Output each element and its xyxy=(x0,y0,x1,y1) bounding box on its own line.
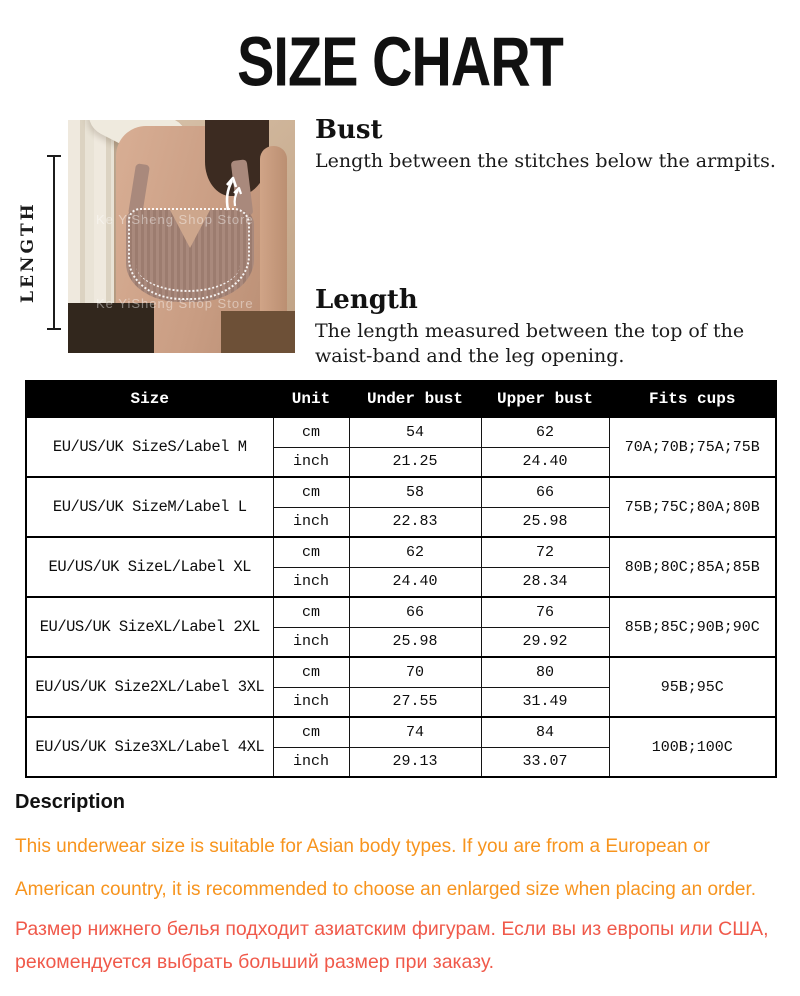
description-en-line2: American country, it is recommended to choose an enlarged size when placing an order. xyxy=(15,879,757,900)
unit-cell: inch xyxy=(273,567,349,597)
under-bust-inch: 24.40 xyxy=(349,567,481,597)
length-text: The length measured between the top of the waist-band and the leg opening. xyxy=(315,319,745,367)
upper-bust-cm: 76 xyxy=(481,597,609,627)
cups-cell: 75B;75C;80A;80B xyxy=(609,477,776,537)
under-bust-cm: 66 xyxy=(349,597,481,627)
cups-cell: 95B;95C xyxy=(609,657,776,717)
watermark-text: Ke YiSheng Shop Store xyxy=(96,212,254,227)
under-bust-inch: 22.83 xyxy=(349,507,481,537)
upper-bust-inch: 25.98 xyxy=(481,507,609,537)
size-table xyxy=(25,380,777,778)
unit-cell: cm xyxy=(273,477,349,507)
table-row xyxy=(26,477,776,507)
upper-bust-cm: 72 xyxy=(481,537,609,567)
dark-furniture-right xyxy=(221,311,295,353)
table-row xyxy=(26,657,776,687)
length-measure-line xyxy=(53,155,55,330)
size-cell: EU/US/UK SizeXL/Label 2XL xyxy=(26,597,273,657)
unit-cell: inch xyxy=(273,507,349,537)
length-definition xyxy=(315,286,793,369)
upper-bust-inch: 29.92 xyxy=(481,627,609,657)
unit-cell: inch xyxy=(273,627,349,657)
lift-arrows-icon xyxy=(218,172,244,214)
title-wrap xyxy=(0,23,800,102)
table-header-row xyxy=(26,381,776,417)
under-bust-inch: 27.55 xyxy=(349,687,481,717)
upper-bust-cm: 80 xyxy=(481,657,609,687)
description-heading: Description xyxy=(15,791,126,813)
size-cell: EU/US/UK SizeL/Label XL xyxy=(26,537,273,597)
product-photo xyxy=(68,120,295,353)
description-ru-line2: рекомендуется выбрать больший размер при заказу. xyxy=(15,951,495,973)
header-upper-bust: Upper bust xyxy=(481,381,609,417)
under-bust-inch: 21.25 xyxy=(349,447,481,477)
upper-bust-inch: 33.07 xyxy=(481,747,609,777)
watermark-text: Ke YiSheng Shop Store xyxy=(96,296,254,311)
under-bust-cm: 54 xyxy=(349,417,481,447)
size-cell: EU/US/UK Size3XL/Label 4XL xyxy=(26,717,273,777)
length-axis-label: LENGTH xyxy=(18,201,38,303)
cups-cell: 100B;100C xyxy=(609,717,776,777)
unit-cell: cm xyxy=(273,657,349,687)
header-under-bust: Under bust xyxy=(349,381,481,417)
under-bust-cm: 62 xyxy=(349,537,481,567)
description-ru-line1: Размер нижнего белья подходит азиатским фигурам. Если вы из европы или США, xyxy=(15,918,769,940)
under-bust-cm: 58 xyxy=(349,477,481,507)
description-en-line1: This underwear size is suitable for Asian body types. If you are from a European or xyxy=(15,836,710,857)
under-bust-inch: 29.13 xyxy=(349,747,481,777)
table-row xyxy=(26,537,776,567)
length-heading: Length xyxy=(315,285,418,315)
under-bust-cm: 74 xyxy=(349,717,481,747)
unit-cell: cm xyxy=(273,717,349,747)
stitch-guide-underbust xyxy=(136,238,240,292)
page-title: SIZE CHART xyxy=(237,23,563,102)
unit-cell: inch xyxy=(273,687,349,717)
description-section xyxy=(15,791,793,973)
header-fits-cups: Fits cups xyxy=(609,381,776,417)
size-cell: EU/US/UK Size2XL/Label 3XL xyxy=(26,657,273,717)
unit-cell: inch xyxy=(273,747,349,777)
unit-cell: cm xyxy=(273,597,349,627)
upper-bust-cm: 66 xyxy=(481,477,609,507)
upper-bust-inch: 24.40 xyxy=(481,447,609,477)
size-cell: EU/US/UK SizeS/Label M xyxy=(26,417,273,477)
bust-text: Length between the stitches below the armpits. xyxy=(315,149,776,172)
upper-bust-inch: 31.49 xyxy=(481,687,609,717)
table-row xyxy=(26,717,776,747)
upper-bust-inch: 28.34 xyxy=(481,567,609,597)
upper-bust-cm: 62 xyxy=(481,417,609,447)
header-unit: Unit xyxy=(273,381,349,417)
upper-bust-cm: 84 xyxy=(481,717,609,747)
hero-section xyxy=(0,110,800,378)
cups-cell: 80B;80C;85A;85B xyxy=(609,537,776,597)
cups-cell: 85B;85C;90B;90C xyxy=(609,597,776,657)
size-cell: EU/US/UK SizeM/Label L xyxy=(26,477,273,537)
cups-cell: 70A;70B;75A;75B xyxy=(609,417,776,477)
bust-definition xyxy=(315,116,793,174)
under-bust-inch: 25.98 xyxy=(349,627,481,657)
under-bust-cm: 70 xyxy=(349,657,481,687)
bust-heading: Bust xyxy=(315,115,383,145)
unit-cell: inch xyxy=(273,447,349,477)
table-row xyxy=(26,597,776,627)
header-size: Size xyxy=(26,381,273,417)
unit-cell: cm xyxy=(273,537,349,567)
table-row xyxy=(26,417,776,447)
unit-cell: cm xyxy=(273,417,349,447)
